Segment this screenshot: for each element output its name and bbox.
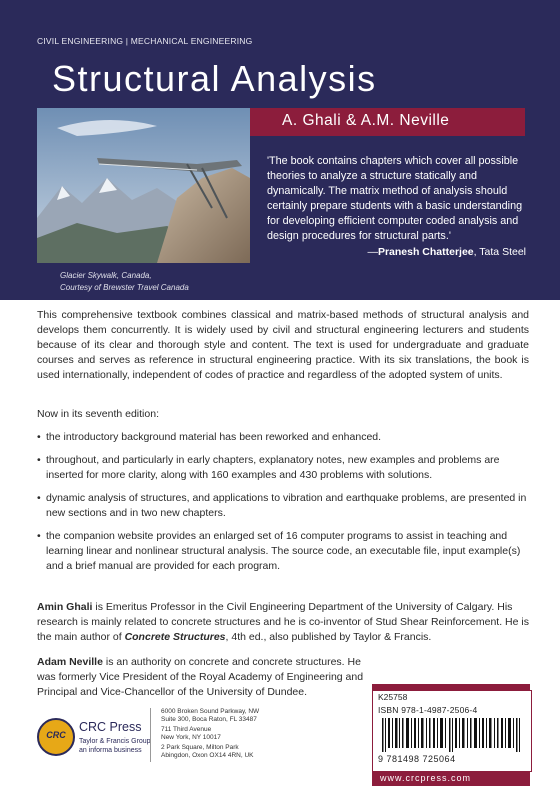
address-new-york: 711 Third Avenue New York, NY 10017 — [161, 726, 221, 741]
bio-name: Adam Neville — [37, 656, 103, 668]
barcode-icon — [382, 718, 522, 752]
glacier-skywalk-illustration — [37, 108, 250, 263]
book-title: Structural Analysis — [52, 58, 377, 99]
isbn: ISBN 978-1-4987-2506-4 — [378, 705, 478, 715]
address-boca-raton: 6000 Broken Sound Parkway, NW Suite 300, Boca Raton, FL 33487 — [161, 708, 260, 723]
list-item: • throughout, and particularly in early chapters, explanatory notes, new examples and problems are inserted for more clarity, along with 160 examples and 430 problems with solutions. — [37, 453, 532, 483]
edition-lead: Now in its seventh edition: — [37, 408, 159, 420]
quote-attribution — [267, 246, 526, 258]
product-code: K25758 — [378, 692, 408, 702]
description — [37, 308, 529, 384]
cover-photo — [37, 108, 250, 263]
crc-logo-icon: CRC — [37, 718, 75, 756]
address-abingdon: 2 Park Square, Milton Park Abingdon, Oxon OX14 4RN, UK — [161, 744, 254, 759]
barcode-number: 9 781498 725064 — [378, 754, 456, 764]
endorsement-quote: 'The book contains chapters which cover all possible theories to analyze a structure statically and dynamically. The matrix method of analysis should certainly prepare students with a basic understanding for developing efficient computer coded analysis and design procedures for structural parts.' — [267, 155, 523, 242]
caption-line-2: Courtesy of Brewster Travel Canada — [60, 283, 189, 292]
book-authors: A. Ghali & A.M. Neville — [282, 112, 450, 129]
list-item: • dynamic analysis of structures, and applications to vibration and earthquake problems, are presented in new sections and in two new chapters. — [37, 491, 532, 521]
bio-text: is an authority on concrete and concrete structures. He was formerly Vice President of the Royal Academy of Engineering and Principal and Vice-Chancellor of the University of Dundee. — [37, 656, 364, 698]
bio-name: Amin Ghali — [37, 601, 93, 613]
bio-text: is Emeritus Professor in the Civil Engineering Department of the University of Calgary. His research is mainly related to concrete structures and he is co-inventor of Stud Shear Reinforcement. He is the main author of — [37, 601, 529, 643]
publisher-url[interactable]: www.crcpress.com — [380, 773, 472, 783]
list-item: • the introductory background material has been reworked and enhanced. — [37, 430, 532, 445]
quote-dash: — — [367, 246, 378, 258]
author-bio-ghali — [37, 600, 532, 645]
bio-book-title: Concrete Structures — [124, 631, 226, 643]
feature-list — [37, 430, 532, 582]
photo-caption — [60, 270, 250, 294]
subject-line: CIVIL ENGINEERING | MECHANICAL ENGINEERING — [37, 36, 253, 46]
publisher-addresses — [150, 708, 281, 762]
quote-org: , Tata Steel — [473, 246, 526, 258]
quote-author: Pranesh Chatterjee — [377, 246, 474, 258]
cover-header — [0, 0, 560, 300]
intro-paragraph: This comprehensive textbook combines classical and matrix-based methods of structural analysis and develops them concurrently. It is widely used by civil and structural engineering lecturers and students because of its clear and thorough style and content. The text is used for undergraduate and graduate courses and serves as reference in structural engineering practice. With its six translations, the book is used internationally, independent of codes of practice and regardless of the adopted system of units. — [37, 309, 529, 381]
publisher-group: Taylor & Francis Group an informa business — [79, 738, 151, 754]
caption-line-1: Glacier Skywalk, Canada, — [60, 271, 152, 280]
list-item: • the companion website provides an enlarged set of 16 computer programs to assist in teaching and learning linear and nonlinear structural analysis. The source code, an executable file, input example(s) and a brief manual are provided for each program. — [37, 529, 532, 574]
publisher-name: CRC Press — [79, 720, 142, 734]
bio-text: , 4th ed., also published by Taylor & Francis. — [225, 631, 432, 643]
author-bio-neville — [37, 655, 367, 700]
